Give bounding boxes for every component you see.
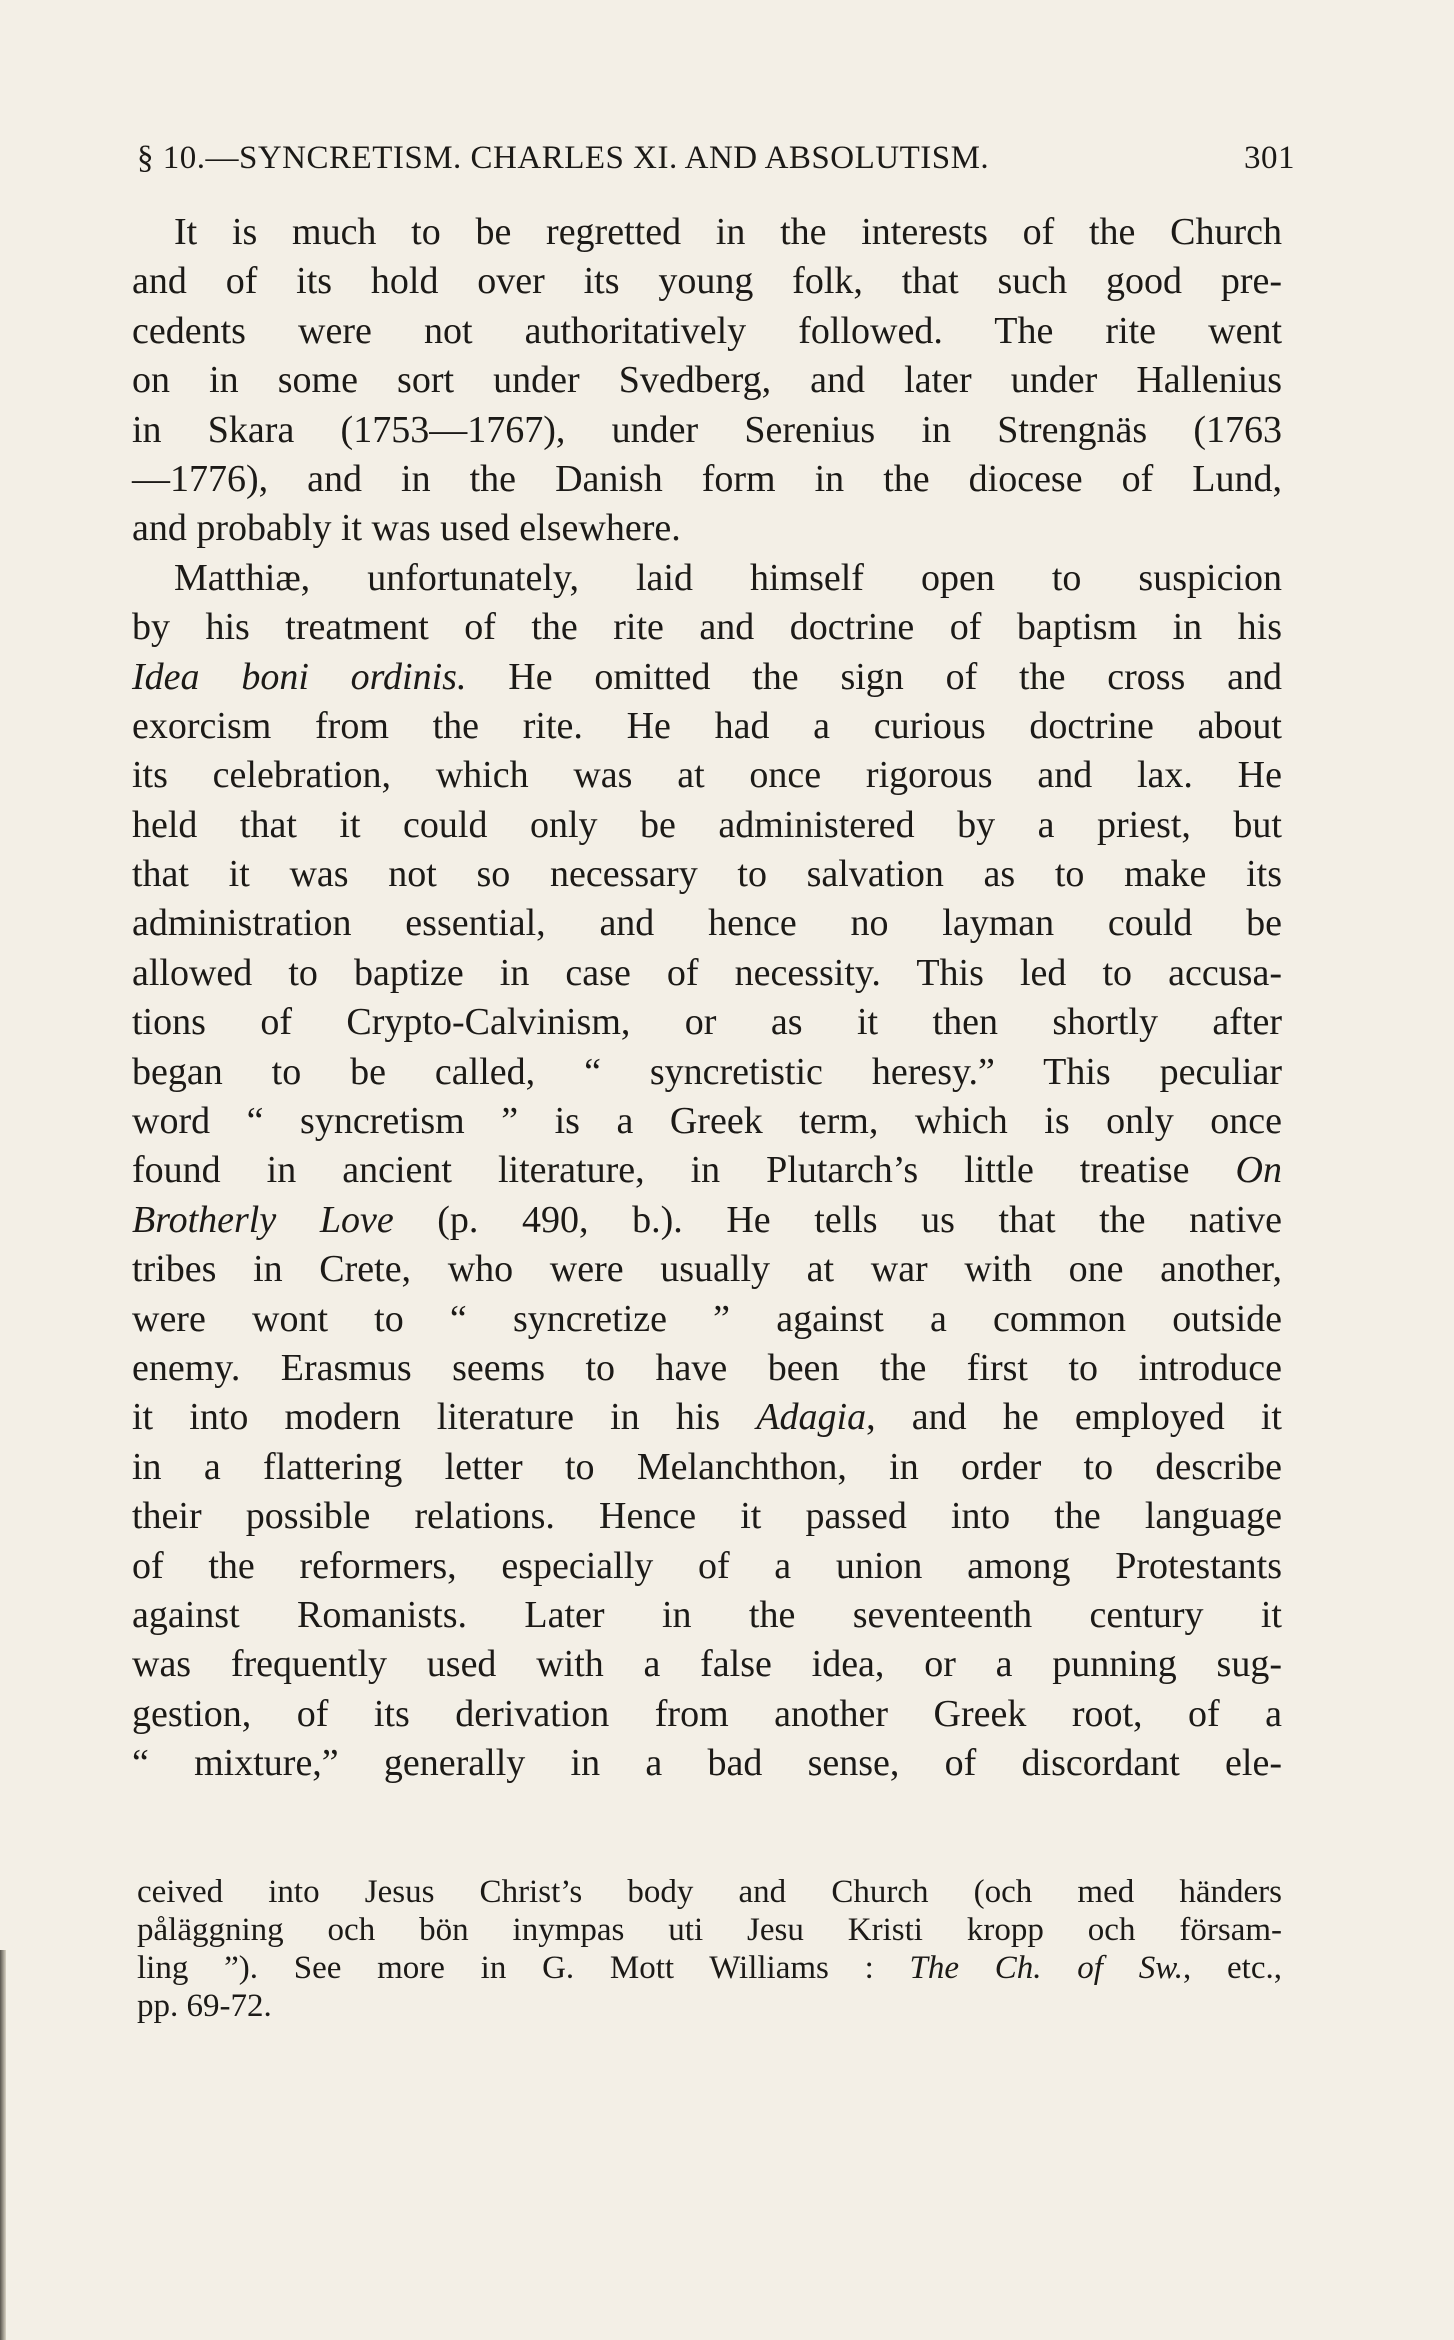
- page-edge-shadow: [0, 1950, 6, 2340]
- text-line: in a flattering letter to Melanchthon, in order to describe: [132, 1445, 1282, 1488]
- text-line: by his treatment of the rite and doctrine of baptism in his: [132, 606, 1282, 649]
- text-line: It is much to be regretted in the interests of the Church: [174, 211, 1282, 253]
- italic-title: The Ch. of Sw.: [909, 1950, 1184, 1986]
- italic-title: Idea boni ordinis.: [132, 655, 467, 698]
- text-line: of the reformers, especially of a union among Protestants: [132, 1544, 1282, 1587]
- text-line: and of its hold over its young folk, that such good pre-: [132, 260, 1282, 303]
- footnote-line: påläggning och bön inympas uti Jesu Kristi kropp och försam-: [137, 1912, 1282, 1948]
- text-line: held that it could only be administered by a priest, but: [132, 803, 1282, 846]
- text-line: on in some sort under Svedberg, and later under Hallenius: [132, 359, 1282, 402]
- text-line: exorcism from the rite. He had a curious doctrine about: [132, 704, 1282, 747]
- footnote-line: [137, 1949, 1282, 1987]
- italic-title: Brotherly Love: [132, 1198, 394, 1241]
- footnote-line: pp. 69-72.: [137, 1988, 272, 2024]
- text-line: [132, 1196, 1282, 1245]
- text-line: in Skara (1753—1767), under Serenius in Strengnäs (1763: [132, 408, 1282, 451]
- text-line: tions of Crypto-Calvinism, or as it then shortly after: [132, 1001, 1282, 1044]
- italic-title: On: [1235, 1149, 1282, 1192]
- main-text: [132, 208, 1282, 1789]
- text-line: [132, 1393, 1282, 1442]
- text-line: began to be called, “ syncretistic heresy.” This peculiar: [132, 1050, 1282, 1093]
- text-line: Matthiæ, unfortunately, laid himself open to suspicion: [174, 556, 1282, 599]
- text-line: gestion, of its derivation from another Greek root, of a: [132, 1692, 1282, 1735]
- section-title: § 10.—SYNCRETISM. CHARLES XI. AND ABSOLUTISM.: [137, 140, 990, 176]
- text-line: their possible relations. Hence it passed into the language: [132, 1495, 1282, 1538]
- text-line: enemy. Erasmus seems to have been the first to introduce: [132, 1346, 1282, 1389]
- text-line: was frequently used with a false idea, or a punning sug-: [132, 1643, 1282, 1686]
- text-run: it into modern literature in his: [132, 1396, 757, 1439]
- text-run: ling ”). See more in G. Mott Williams :: [137, 1950, 910, 1986]
- page-number: 301: [1244, 140, 1295, 176]
- text-line: allowed to baptize in case of necessity. This led to accusa-: [132, 951, 1282, 994]
- text-line: [132, 653, 1282, 702]
- text-line: and probably it was used elsewhere.: [132, 507, 681, 550]
- text-run: , and he employed it: [866, 1396, 1282, 1439]
- text-line: cedents were not authoritatively followed. The rite went: [132, 309, 1282, 352]
- text-line: its celebration, which was at once rigorous and lax. He: [132, 754, 1282, 797]
- text-line: administration essential, and hence no layman could be: [132, 902, 1282, 945]
- italic-title: Adagia: [756, 1396, 867, 1439]
- text-line: “ mixture,” generally in a bad sense, of discordant ele-: [132, 1742, 1282, 1785]
- text-line: —1776), and in the Danish form in the diocese of Lund,: [132, 457, 1282, 500]
- text-run: (p. 490, b.). He tells us that the native: [393, 1198, 1282, 1241]
- text-line: [132, 1146, 1282, 1195]
- footnote: [137, 1873, 1282, 2025]
- text-line: that it was not so necessary to salvation as to make its: [132, 853, 1282, 896]
- text-run: , etc.,: [1183, 1950, 1282, 1986]
- text-line: were wont to “ syncretize ” against a common outside: [132, 1297, 1282, 1340]
- footnote-line: ceived into Jesus Christ’s body and Church (och med händers: [137, 1874, 1282, 1910]
- text-line: against Romanists. Later in the seventeenth century it: [132, 1593, 1282, 1636]
- text-line: tribes in Crete, who were usually at war with one another,: [132, 1248, 1282, 1291]
- running-header: [137, 132, 1295, 188]
- text-run: He omitted the sign of the cross and: [466, 655, 1283, 698]
- text-run: found in ancient literature, in Plutarch’s little treatise: [132, 1149, 1236, 1192]
- text-line: word “ syncretism ” is a Greek term, which is only once: [132, 1100, 1282, 1143]
